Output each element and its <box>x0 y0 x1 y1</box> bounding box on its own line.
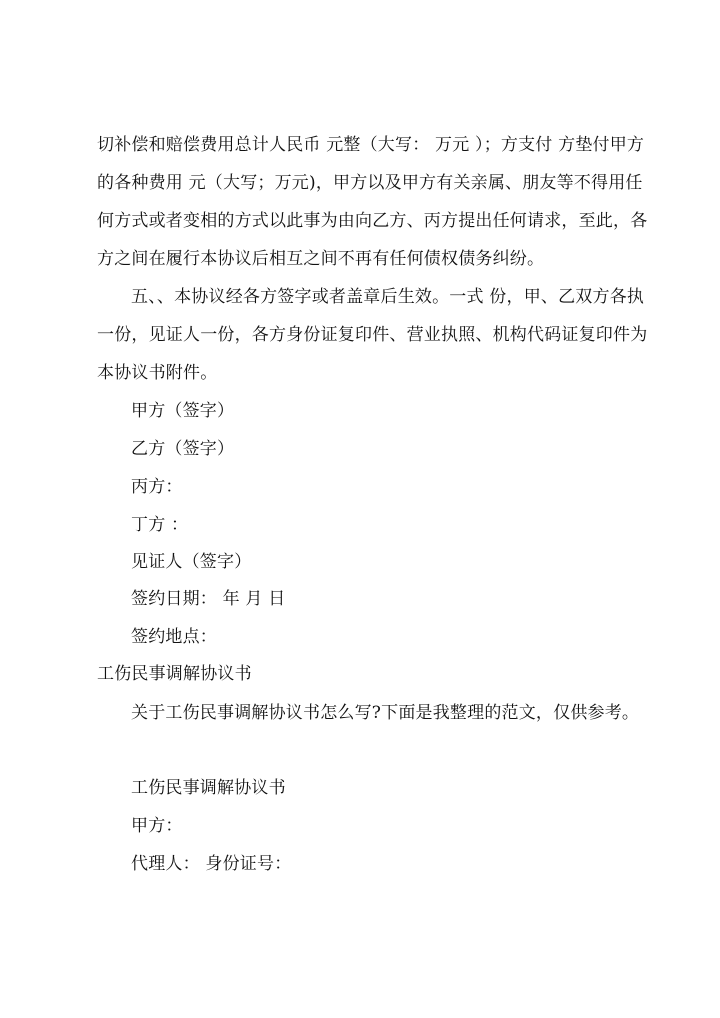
section-heading: 工伤民事调解协议书 <box>97 664 252 684</box>
signature-party-d: 丁方 ： <box>131 515 189 535</box>
signature-party-b: 乙方（签字） <box>131 439 235 459</box>
paragraph-line: 的各种费用 元（大写；万元)，甲方以及甲方有关亲属、朋友等不得用任 <box>97 173 643 193</box>
signature-party-a: 甲方（签字） <box>131 401 235 421</box>
template-party-a: 甲方： <box>131 816 183 836</box>
signature-date: 签约日期： 年 月 日 <box>131 589 286 609</box>
section-intro: 关于工伤民事调解协议书怎么写?下面是我整理的范文，仅供参考。 <box>131 703 640 723</box>
paragraph-line: 五、、本协议经各方签字或者盖章后生效。一式 份，甲、乙双方各执 <box>131 287 645 307</box>
signature-witness: 见证人（签字） <box>131 552 252 572</box>
paragraph-line: 切补偿和赔偿费用总计人民币 元整（大写： 万元 ）；方支付 方垫付甲方 <box>97 135 645 155</box>
paragraph-line: 本协议书附件。 <box>97 363 218 383</box>
signature-party-c: 丙方： <box>131 477 183 497</box>
signature-place: 签约地点： <box>131 627 217 647</box>
paragraph-line: 何方式或者变相的方式以此事为由向乙方、丙方提出任何请求，至此，各 <box>97 211 648 231</box>
paragraph-line: 方之间在履行本协议后相互之间不再有任何债权债务纠纷。 <box>97 249 545 269</box>
template-title: 工伤民事调解协议书 <box>131 778 286 798</box>
template-agent: 代理人： 身份证号： <box>131 854 292 874</box>
paragraph-line: 一份，见证人一份，各方身份证复印件、营业执照、机构代码证复印件为 <box>97 325 648 345</box>
